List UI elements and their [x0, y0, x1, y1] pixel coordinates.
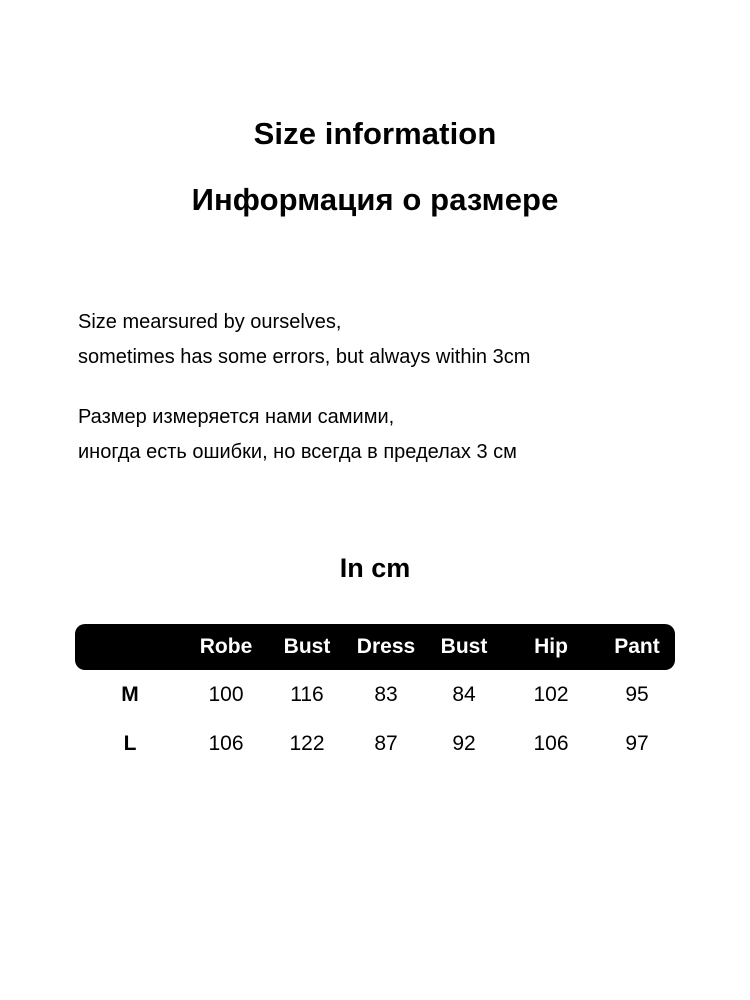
cell-robe: 100 — [208, 682, 244, 706]
table-header-dress: Dress — [356, 635, 416, 658]
cell-bust-dress: 92 — [452, 731, 476, 755]
page-title-russian: Информация о размере — [191, 182, 559, 217]
cell-dress: 87 — [374, 731, 398, 755]
cell-pant: 95 — [625, 682, 649, 706]
cell-pant: 97 — [625, 731, 649, 755]
note-english-line-1: Size mearsured by ourselves, — [78, 311, 342, 333]
table-header-row — [75, 624, 675, 670]
cell-bust-robe: 122 — [289, 731, 325, 755]
measurement-note-english — [78, 305, 698, 375]
table-row — [75, 719, 675, 768]
table-header-pant: Pant — [614, 635, 660, 658]
table-header-bust-dress: Bust — [440, 635, 488, 658]
cell-hip: 106 — [533, 731, 569, 755]
page-title-english: Size information — [253, 116, 497, 151]
cell-robe: 106 — [208, 731, 244, 755]
unit-label: In cm — [339, 553, 411, 583]
table-header-bust-robe: Bust — [283, 635, 331, 658]
cell-hip: 102 — [533, 682, 569, 706]
size-chart-table — [75, 624, 675, 768]
table-row — [75, 670, 675, 719]
table-header-robe: Robe — [199, 635, 253, 658]
cell-dress: 83 — [374, 682, 398, 706]
measurement-note-russian — [78, 400, 698, 470]
note-english-line-2: sometimes has some errors, but always within 3cm — [78, 346, 531, 368]
cell-bust-robe: 116 — [290, 682, 324, 706]
row-size-label: M — [121, 682, 139, 706]
cell-bust-dress: 84 — [452, 682, 476, 706]
row-size-label: L — [123, 731, 137, 755]
note-russian-line-2: иногда есть ошибки, но всегда в пределах 3 см — [78, 441, 517, 463]
note-russian-line-1: Размер измеряется нами самими, — [78, 406, 395, 428]
table-header-hip: Hip — [534, 635, 568, 658]
